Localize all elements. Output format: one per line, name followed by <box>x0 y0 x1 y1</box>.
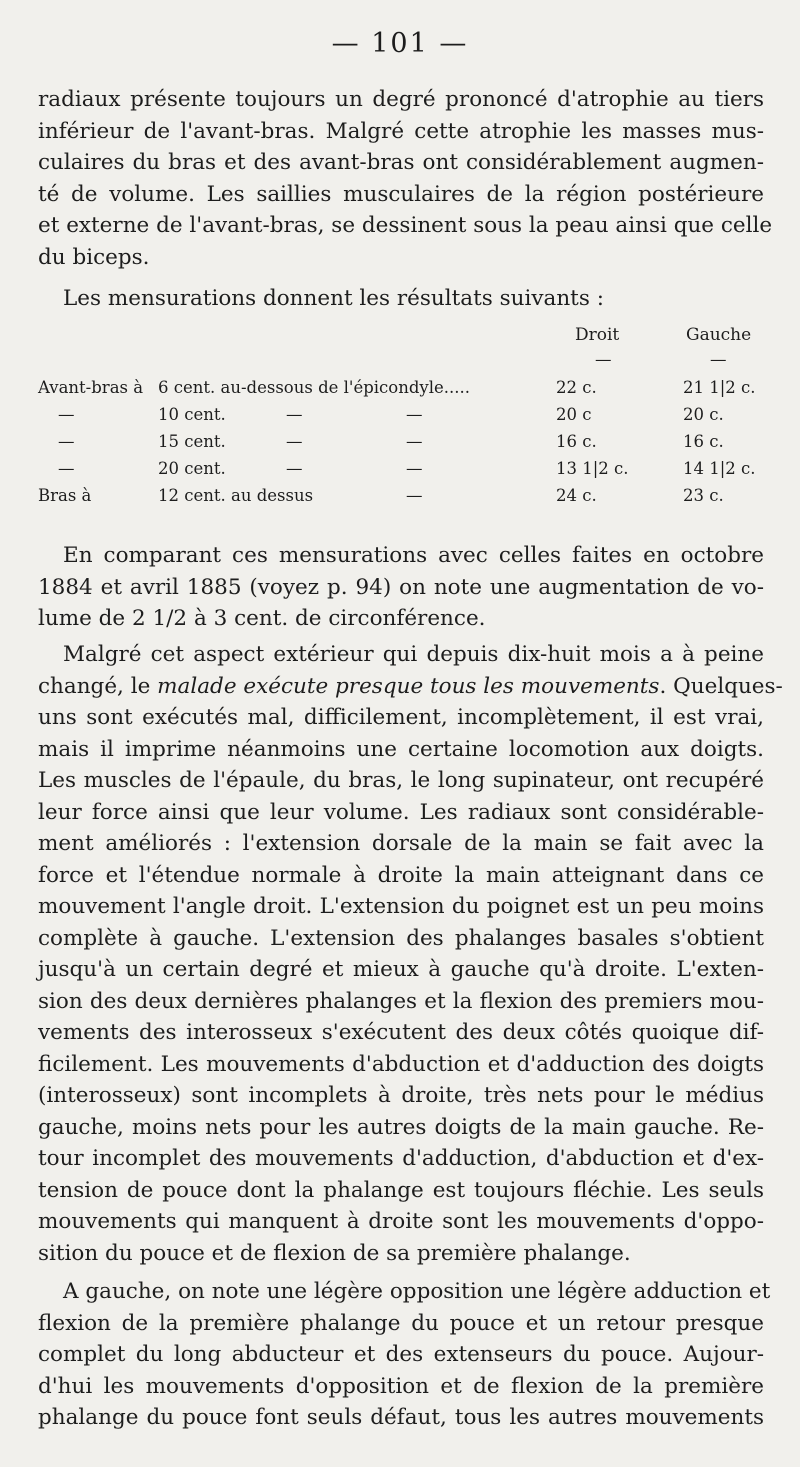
value-droit: 20 c <box>556 405 592 424</box>
ditto-mark: — <box>286 432 303 451</box>
text-segment: . Quelques- <box>659 673 783 699</box>
text-line: vements des interosseux s'exécutent des deux côtés quoique dif- <box>38 1020 764 1045</box>
value-gauche: 16 c. <box>683 432 724 451</box>
value-gauche: 20 c. <box>683 405 724 424</box>
text-line: culaires du bras et des avant-bras ont considérablement augmen- <box>38 150 764 175</box>
row-label: Bras à <box>38 486 92 505</box>
text-line: tension de pouce dont la phalange est toujours fléchie. Les seuls <box>38 1177 764 1203</box>
row-location: 12 cent. au dessus <box>158 486 314 505</box>
ditto-mark: — <box>286 405 303 424</box>
ditto-mark: — <box>406 459 423 478</box>
text-line: du biceps. <box>38 244 150 270</box>
text-line: mouvements qui manquent à droite sont les mouvements d'oppo- <box>38 1209 764 1234</box>
text-line-with-italic <box>38 671 783 703</box>
value-gauche: 23 c. <box>683 486 724 505</box>
value-gauche: 21 1|2 c. <box>683 378 756 397</box>
text-line: complet du long abducteur et des extenseurs du pouce. Aujour- <box>38 1342 764 1367</box>
text-line: force et l'étendue normale à droite la main atteignant dans ce <box>38 862 764 888</box>
paragraph-1 <box>38 84 773 273</box>
table-row <box>38 405 768 432</box>
text-line: phalange du pouce font seuls défaut, tous les autres mouvements <box>38 1405 764 1430</box>
value-gauche: 14 1|2 c. <box>683 459 756 478</box>
text-line: tour incomplet des mouvements d'adduction, d'abduction et d'ex- <box>38 1146 764 1171</box>
value-droit: 13 1|2 c. <box>556 459 629 478</box>
text-line: uns sont exécutés mal, difficilement, incomplètement, il est vrai, <box>38 705 764 730</box>
text-line: et externe de l'avant-bras, se dessinent sous la peau ainsi que celle <box>38 213 773 238</box>
table-row <box>38 432 768 459</box>
value-droit: 22 c. <box>556 378 597 397</box>
text-line: sion des deux dernières phalanges et la flexion des premiers mou- <box>38 988 764 1014</box>
text-line: flexion de la première phalange du pouce et un retour presque <box>38 1310 764 1336</box>
text-line: complète à gauche. L'extension des phalanges basales s'obtient <box>38 925 764 951</box>
header-dash: — <box>710 350 727 369</box>
table-row <box>38 378 768 405</box>
text-line: Les muscles de l'épaule, du bras, le long supinateur, ont recupéré <box>38 768 764 793</box>
table-row <box>38 486 768 513</box>
ditto-mark: — <box>406 486 423 505</box>
text-line: d'hui les mouvements d'opposition et de flexion de la première <box>38 1373 764 1399</box>
text-line: mais il imprime néanmoins une certaine locomotion aux doigts. <box>38 736 764 762</box>
table-row <box>38 459 768 486</box>
value-droit: 16 c. <box>556 432 597 451</box>
text-line: Les mensurations donnent les résultats suivants : <box>63 286 604 311</box>
page-number: — 101 — <box>331 28 469 59</box>
value-droit: 24 c. <box>556 486 597 505</box>
text-line: leur force ainsi que leur volume. Les radiaux sont considérable- <box>38 799 764 825</box>
row-location: 20 cent. <box>158 459 226 478</box>
header-droit: Droit <box>575 325 620 345</box>
text-line: ment améliorés : l'extension dorsale de la main se fait avec la <box>38 831 764 856</box>
text-line: jusqu'à un certain degré et mieux à gauche qu'à droite. L'exten- <box>38 957 764 982</box>
row-location: 10 cent. <box>158 405 226 424</box>
text-line: ficilement. Les mouvements d'abduction et d'adduction des doigts <box>38 1051 764 1077</box>
paragraph-3 <box>38 540 764 635</box>
text-line: A gauche, on note une légère opposition une légère adduction et <box>63 1279 771 1304</box>
text-line: En comparant ces mensurations avec celles faites en octobre <box>63 543 764 568</box>
paragraph-4 <box>38 639 783 1269</box>
text-segment: changé, le <box>38 673 158 699</box>
row-label: — <box>58 405 75 424</box>
text-line: Malgré cet aspect extérieur qui depuis dix-huit mois a à peine <box>63 642 764 667</box>
text-line: lume de 2 1/2 à 3 cent. de circonférence. <box>38 606 486 631</box>
paragraph-2 <box>38 283 764 315</box>
ditto-mark: — <box>406 405 423 424</box>
text-line: gauche, moins nets pour les autres doigts de la main gauche. Re- <box>38 1114 764 1140</box>
row-location: 6 cent. au-dessous de l'épicondyle..... <box>158 378 471 397</box>
text-line: (interosseux) sont incomplets à droite, très nets pour le médius <box>38 1083 764 1108</box>
row-label: Avant-bras à <box>38 378 144 397</box>
row-label: — <box>58 459 75 478</box>
italic-phrase: malade exécute presque tous les mouvements <box>157 673 660 699</box>
text-line: mouvement l'angle droit. L'extension du poignet est un peu moins <box>38 894 764 919</box>
ditto-mark: — <box>286 459 303 478</box>
ditto-mark: — <box>406 432 423 451</box>
text-line: radiaux présente toujours un degré prononcé d'atrophie au tiers <box>38 87 764 112</box>
text-line: inférieur de l'avant-bras. Malgré cette atrophie les masses mus- <box>38 118 764 144</box>
row-location: 15 cent. <box>158 432 226 451</box>
text-line: 1884 et avril 1885 (voyez p. 94) on note une augmentation de vo- <box>38 574 764 600</box>
header-dash: — <box>595 350 612 369</box>
paragraph-5 <box>38 1276 771 1434</box>
row-label: — <box>58 432 75 451</box>
header-gauche: Gauche <box>686 325 752 345</box>
text-line: sition du pouce et de flexion de sa première phalange. <box>38 1240 631 1266</box>
text-line: té de volume. Les saillies musculaires de la région postérieure <box>38 181 764 207</box>
